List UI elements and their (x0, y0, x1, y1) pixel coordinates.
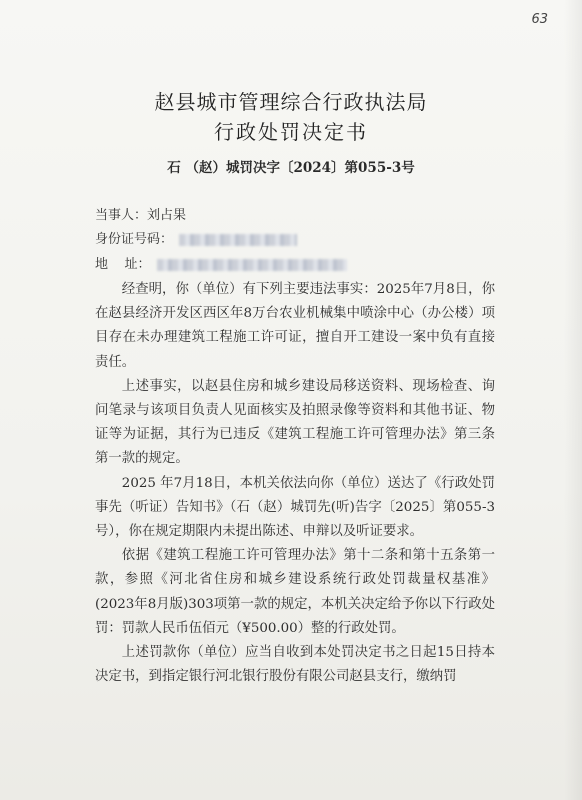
id-number-redacted (179, 234, 297, 246)
paragraph-facts: 经查明，你（单位）有下列主要违法事实：2025年7月8日，你在赵县经济开发区西区年8万台农业机械集中喷涂中心（办公楼）项目存在未办理建筑工程施工许可证，擅自开工建设一案中负有直接责任。 (95, 282, 495, 370)
document-number: 石 （赵）城罚决字〔2024〕第055-3号 (167, 160, 415, 176)
party-name-label: 当事人： (95, 208, 148, 223)
id-number-label: 身份证号码： (95, 232, 174, 247)
address-label: 地 址： (95, 257, 151, 272)
address-row (95, 253, 347, 272)
party-name-row (95, 204, 186, 223)
id-number-row (95, 228, 297, 247)
address-redacted (157, 259, 347, 271)
paragraph-penalty: 依据《建筑工程施工许可管理办法》第十二条和第十五条第一款，参照《河北省住房和城乡建设系统行政处罚裁量权基准》(2023年8月版)303项第一款的规定，本机关决定给予你以下行政处罚：罚款人民币伍佰元（¥500.00）整的行政处罚。 (95, 548, 495, 636)
decision-body (95, 278, 495, 689)
party-name-value: 刘占果 (147, 208, 187, 223)
paragraph-notice: 2025 年7月18日，本机关依法向你（单位）送达了《行政处罚事先（听证）告知书》（石（赵）城罚先(听)告字〔2025〕第055-3号），你在规定期限内未提出陈述、申辩以及听证要求。 (95, 475, 495, 540)
issuing-authority: 赵县城市管理综合行政执法局 (154, 90, 428, 114)
page-number: 63 (531, 12, 548, 27)
paragraph-evidence: 上述事实，以赵县住房和城乡建设局移送资料、现场检查、询问笔录与该项目负责人见面核实及拍照录像等资料和其他书证、物证等为证据，其行为已违反《建筑工程施工许可管理办法》第三条第一款的规定。 (95, 378, 495, 467)
paragraph-payment: 上述罚款你（单位）应当自收到本处罚决定书之日起15日持本决定书，到指定银行河北银行股份有限公司赵县支行，缴纳罚 (95, 645, 495, 685)
page-edge-shadow (564, 0, 582, 800)
document-title: 行政处罚决定书 (214, 120, 368, 144)
